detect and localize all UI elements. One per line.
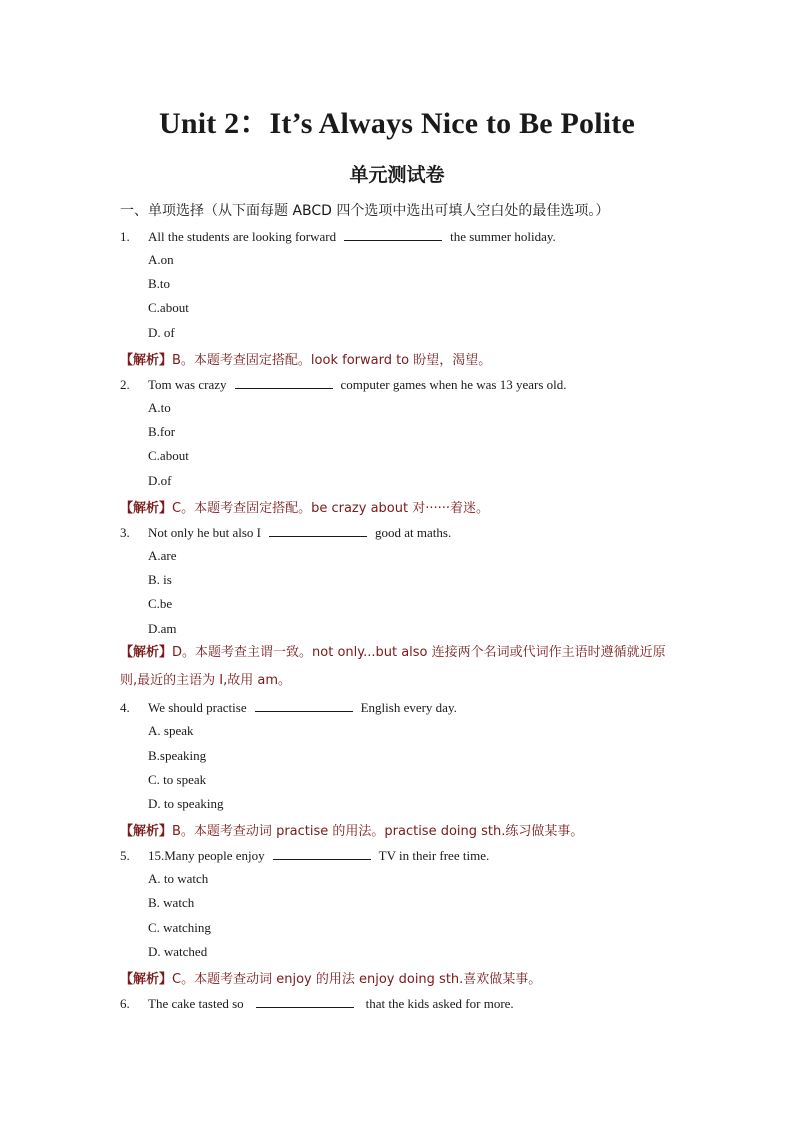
page-subtitle: 单元测试卷 [349, 164, 445, 186]
section-heading: 一、单项选择（从下面每题 ABCD 四个选项中选出可填人空白处的最佳选项。） [120, 203, 610, 219]
option-d: D. of [148, 325, 175, 340]
option-c: C.be [148, 596, 173, 611]
question-stem-before: The cake tasted so [148, 996, 244, 1011]
option-b: B.speaking [148, 748, 207, 763]
option-a: A. speak [148, 723, 194, 738]
question-6 [120, 995, 514, 1012]
question-4 [120, 699, 457, 716]
answer-tag: 【解析】 [120, 645, 173, 660]
option-b: B. is [148, 572, 172, 587]
option-d: D. watched [148, 944, 208, 959]
option-d: D.of [148, 473, 172, 488]
question-number: 1. [120, 229, 130, 244]
question-number: 6. [120, 996, 130, 1011]
option-d: D. to speaking [148, 796, 224, 811]
answer-explanation: 【解析】C。本题考查动词 enjoy 的用法 enjoy doing sth.喜欢做某事。 [120, 972, 542, 987]
question-stem-after: the summer holiday. [450, 229, 556, 244]
option-c: C. to speak [148, 772, 207, 787]
answer-explanation: 【解析】C。本题考查固定搭配。be crazy about 对······着迷。 [120, 501, 490, 516]
option-a: A.to [148, 400, 171, 415]
option-b: B. watch [148, 895, 195, 910]
answer-blank [269, 524, 367, 537]
option-d: D.am [148, 621, 177, 636]
option-c: C.about [148, 300, 189, 315]
option-a: A. to watch [148, 871, 209, 886]
option-b: B.for [148, 424, 176, 439]
question-stem-after: TV in their free time. [378, 848, 490, 863]
question-number: 3. [120, 525, 130, 540]
question-stem-after: English every day. [360, 700, 457, 715]
question-2 [120, 376, 567, 393]
answer-blank [256, 995, 354, 1008]
question-number: 5. [120, 848, 130, 863]
question-stem-before: All the students are looking forward [148, 229, 337, 244]
question-3 [120, 524, 451, 541]
answer-blank [344, 228, 442, 241]
answer-explanation: 【解析】B。本题考查动词 practise 的用法。practise doing sth.练习做某事。 [120, 824, 584, 839]
answer-blank [273, 847, 371, 860]
question-stem-after: good at maths. [375, 525, 452, 540]
answer-blank [255, 699, 353, 712]
answer-explanation: 【解析】D。本题考查主谓一致。not only...but also 连接两个名词或代词作主语时遵循就近原则,最近的主语为 I,故用 am。 [120, 645, 666, 688]
question-stem-before: We should practise [148, 700, 247, 715]
question-stem-after: computer games when he was 13 years old. [340, 377, 567, 392]
question-number: 2. [120, 377, 130, 392]
question-stem-before: Not only he but also I [148, 525, 262, 540]
option-b: B.to [148, 276, 171, 291]
question-number: 4. [120, 700, 130, 715]
answer-explanation: 【解析】B。本题考查固定搭配。look forward to 盼望，渴望。 [120, 353, 492, 368]
option-c: C. watching [148, 920, 211, 935]
answer-tag: 【解析】 [120, 824, 173, 839]
question-stem-after: that the kids asked for more. [365, 996, 514, 1011]
question-1 [120, 228, 556, 245]
answer-tag: 【解析】 [120, 972, 173, 987]
option-a: A.are [148, 548, 177, 563]
answer-tag: 【解析】 [120, 501, 173, 516]
question-5 [120, 847, 489, 864]
option-c: C.about [148, 448, 189, 463]
answer-blank [235, 376, 333, 389]
question-stem-before: 15.Many people enjoy [148, 848, 265, 863]
answer-tag: 【解析】 [120, 353, 173, 368]
page-title: Unit 2：It’s Always Nice to Be Polite [158, 107, 636, 140]
question-stem-before: Tom was crazy [148, 377, 227, 392]
option-a: A.on [148, 252, 174, 267]
